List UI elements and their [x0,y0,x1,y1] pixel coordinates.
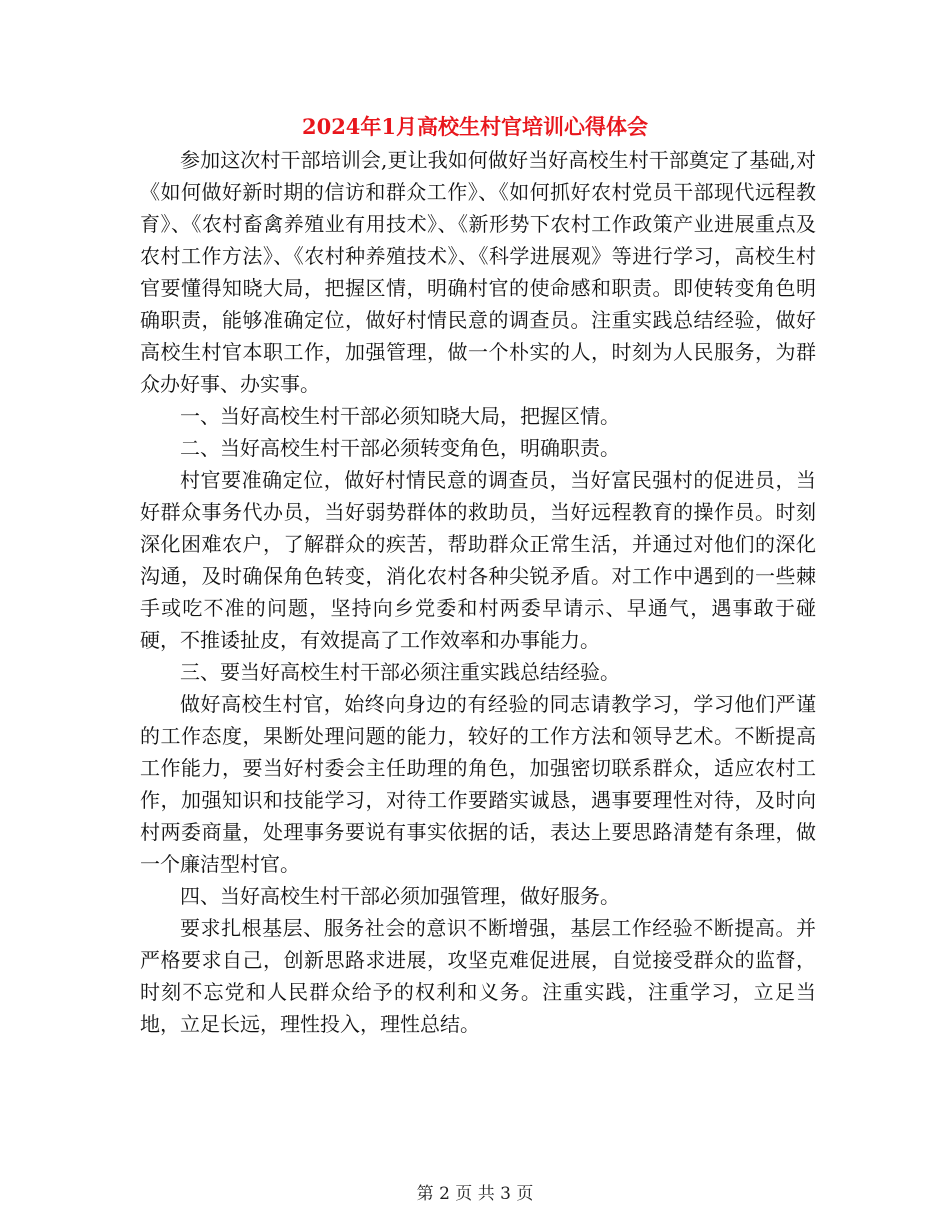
page-number-footer: 第 2 页 共 3 页 [416,1184,534,1204]
page-title: 2024年1月高校生村官培训心得体会 [301,114,649,139]
heading-section-3: 三、要当好高校生村干部必须注重实践总结经验。 [180,660,620,684]
paragraph-section-4: 要求扎根基层、服务社会的意识不断增强，基层工作经验不断提高。并严格要求自己，创新思路求进展，攻坚克难促进展，自觉接受群众的监督，时刻不忘党和人民群众给予的权利和义务。注重实践，注重学习，立足当地，立足长远，理性投入，理性总结。 [140,916,816,1036]
paragraph-section-3: 做好高校生村官，始终向身边的有经验的同志请教学习，学习他们严谨的工作态度，果断处理问题的能力，较好的工作方法和领导艺术。不断提高工作能力，要当好村委会主任助理的角色，加强密切联系群众，适应农村工作，加强知识和技能学习，对待工作要踏实诚恳，遇事要理性对待，及时向村两委商量，处理事务要说有事实依据的话，表达上要思路清楚有条理，做一个廉洁型村官。 [140,692,816,876]
heading-section-4: 四、当好高校生村干部必须加强管理，做好服务。 [180,884,620,908]
heading-section-1: 一、当好高校生村干部必须知晓大局，把握区情。 [180,404,620,428]
document-body [140,144,816,1040]
paragraph-section-2: 村官要准确定位，做好村情民意的调查员，当好富民强村的促进员，当好群众事务代办员，当好弱势群体的救助员，当好远程教育的操作员。时刻深化困难农户，了解群众的疾苦，帮助群众正常生活，并通过对他们的深化沟通，及时确保角色转变，消化农村各种尖锐矛盾。对工作中遇到的一些棘手或吃不准的问题，坚持向乡党委和村两委早请示、早通气，遇事敢于碰硬，不推诿扯皮，有效提高了工作效率和办事能力。 [140,468,816,652]
paragraph-intro: 参加这次村干部培训会,更让我如何做好当好高校生村干部奠定了基础,对《如何做好新时期的信访和群众工作》、《如何抓好农村党员干部现代远程教育》、《农村畜禽养殖业有用技术》、《新形势下农村工作政策产业进展重点及农村工作方法》、《农村种养殖技术》、《科学进展观》等进行学习，高校生村官要懂得知晓大局，把握区情，明确村官的使命感和职责。即使转变角色明确职责，能够准确定位，做好村情民意的调查员。注重实践总结经验，做好高校生村官本职工作，加强管理，做一个朴实的人，时刻为人民服务，为群众办好事、办实事。 [140,148,816,396]
heading-section-2: 二、当好高校生村干部必须转变角色，明确职责。 [180,436,620,460]
